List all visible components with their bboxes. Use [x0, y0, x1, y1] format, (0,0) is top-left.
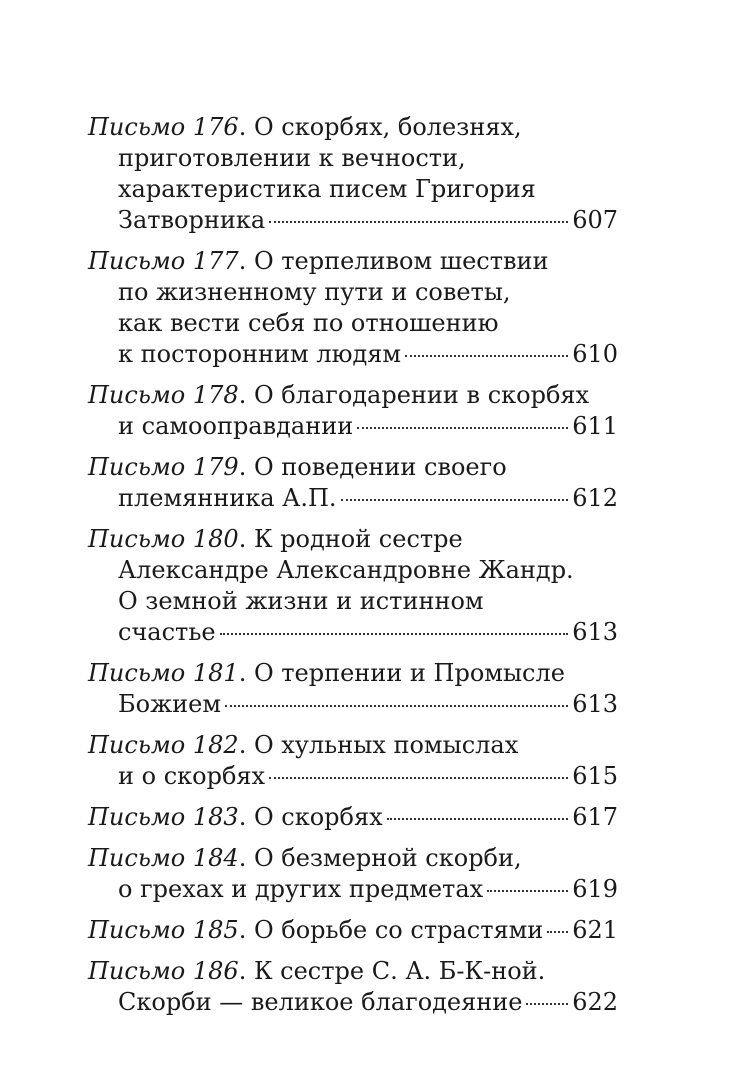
toc-entry-first-line [88, 246, 618, 277]
page-number: 613 [572, 690, 618, 718]
toc-entry-last-line [88, 987, 618, 1018]
page-number: 619 [572, 875, 618, 903]
toc-entry[interactable] [88, 380, 618, 442]
toc-entry-text: . О скорбях [238, 803, 383, 831]
toc-entry-text: . О хульных помыслах [238, 731, 519, 759]
toc-entry-text: . О поведении своего [238, 453, 507, 481]
page-number: 610 [572, 340, 618, 368]
dot-leader [341, 499, 569, 501]
dot-leader [220, 633, 569, 635]
letter-number: Письмо 178 [88, 381, 239, 409]
toc-entry-continuation: О земной жизни и истинном [118, 587, 484, 615]
toc-entry-last-line [88, 689, 618, 720]
toc-entry[interactable] [88, 802, 618, 833]
dot-leader [387, 818, 569, 820]
toc-entry-first-line [88, 956, 618, 987]
toc-entry-text: . К родной сестре [238, 525, 463, 553]
toc-entry-text: о грехах и других предметах [118, 875, 484, 903]
toc-entry-last-line [88, 874, 618, 905]
toc-entry-first-line [88, 112, 618, 143]
table-of-contents [88, 112, 618, 1028]
toc-entry[interactable] [88, 956, 618, 1018]
toc-entry-text: счастье [118, 618, 216, 646]
letter-number: Письмо 183 [88, 803, 239, 831]
toc-entry-last-line [88, 617, 618, 648]
page-number: 607 [572, 206, 618, 234]
toc-entry-text: . К сестре С. А. Б-К-ной. [238, 957, 546, 985]
toc-entry-text: племянника А.П. [118, 484, 337, 512]
toc-entry-title [88, 915, 543, 946]
toc-entry-text: Скорби — великое благодеяние [118, 988, 523, 1016]
toc-entry-text: к посторонним людям [118, 340, 402, 368]
dot-leader [269, 777, 568, 779]
toc-entry[interactable] [88, 730, 618, 792]
toc-entry-first-line [88, 452, 618, 483]
letter-number: Письмо 185 [88, 916, 239, 944]
toc-entry[interactable] [88, 246, 618, 370]
toc-entry-text: и о скорбях [118, 762, 266, 790]
page-number: 622 [572, 988, 618, 1016]
dot-leader [225, 705, 568, 707]
toc-entry[interactable] [88, 915, 618, 946]
page-number: 612 [572, 484, 618, 512]
toc-entry-text: . О терпении и Промысле [238, 659, 565, 687]
toc-entry-last-line [88, 339, 618, 370]
toc-entry[interactable] [88, 112, 618, 236]
toc-entry-text: . О терпеливом шествии [238, 247, 549, 275]
toc-entry-first-line [88, 658, 618, 689]
toc-entry-text: и самооправдании [118, 412, 354, 440]
dot-leader [487, 890, 568, 892]
toc-entry-last-line [88, 761, 618, 792]
toc-entry-line [88, 915, 618, 946]
letter-number: Письмо 182 [88, 731, 239, 759]
dot-leader [357, 427, 568, 429]
page-number: 611 [572, 412, 618, 440]
toc-entry-last-line [88, 411, 618, 442]
dot-leader [547, 931, 568, 933]
letter-number: Письмо 179 [88, 453, 239, 481]
dot-leader [526, 1003, 568, 1005]
toc-entry[interactable] [88, 452, 618, 514]
toc-entry-continuation: по жизненному пути и советы, [118, 278, 511, 306]
page-number: 615 [572, 762, 618, 790]
toc-entry-text: . О безмерной скорби, [238, 844, 522, 872]
toc-entry-title [88, 802, 383, 833]
toc-entry-text: . О благодарении в скорбях [238, 381, 590, 409]
toc-entry-text: . О борьбе со страстями [238, 916, 544, 944]
page-number: 621 [572, 916, 618, 944]
toc-entry-first-line [88, 380, 618, 411]
toc-entry-continuation: как вести себя по отношению [118, 309, 499, 337]
page-number: 613 [572, 618, 618, 646]
letter-number: Письмо 184 [88, 844, 239, 872]
toc-entry-continuation: характеристика писем Григория [118, 175, 536, 203]
dot-leader [269, 221, 568, 223]
toc-entry-text: Божием [118, 690, 222, 718]
toc-entry-first-line [88, 843, 618, 874]
page-number: 617 [572, 803, 618, 831]
toc-entry-continuation: Александре Александровне Жандр. [118, 556, 574, 584]
toc-entry[interactable] [88, 524, 618, 648]
toc-entry-text: Затворника [118, 206, 266, 234]
letter-number: Письмо 176 [88, 113, 239, 141]
toc-entry-last-line [88, 205, 618, 236]
toc-entry-first-line [88, 730, 618, 761]
toc-entry-last-line [88, 483, 618, 514]
dot-leader [405, 355, 568, 357]
letter-number: Письмо 177 [88, 247, 239, 275]
letter-number: Письмо 181 [88, 659, 239, 687]
toc-entry-text: . О скорбях, болезнях, [238, 113, 522, 141]
letter-number: Письмо 186 [88, 957, 239, 985]
toc-entry-continuation: приготовлении к вечности, [118, 144, 466, 172]
toc-entry[interactable] [88, 843, 618, 905]
letter-number: Письмо 180 [88, 525, 239, 553]
toc-entry[interactable] [88, 658, 618, 720]
toc-entry-line [88, 802, 618, 833]
toc-entry-first-line [88, 524, 618, 555]
